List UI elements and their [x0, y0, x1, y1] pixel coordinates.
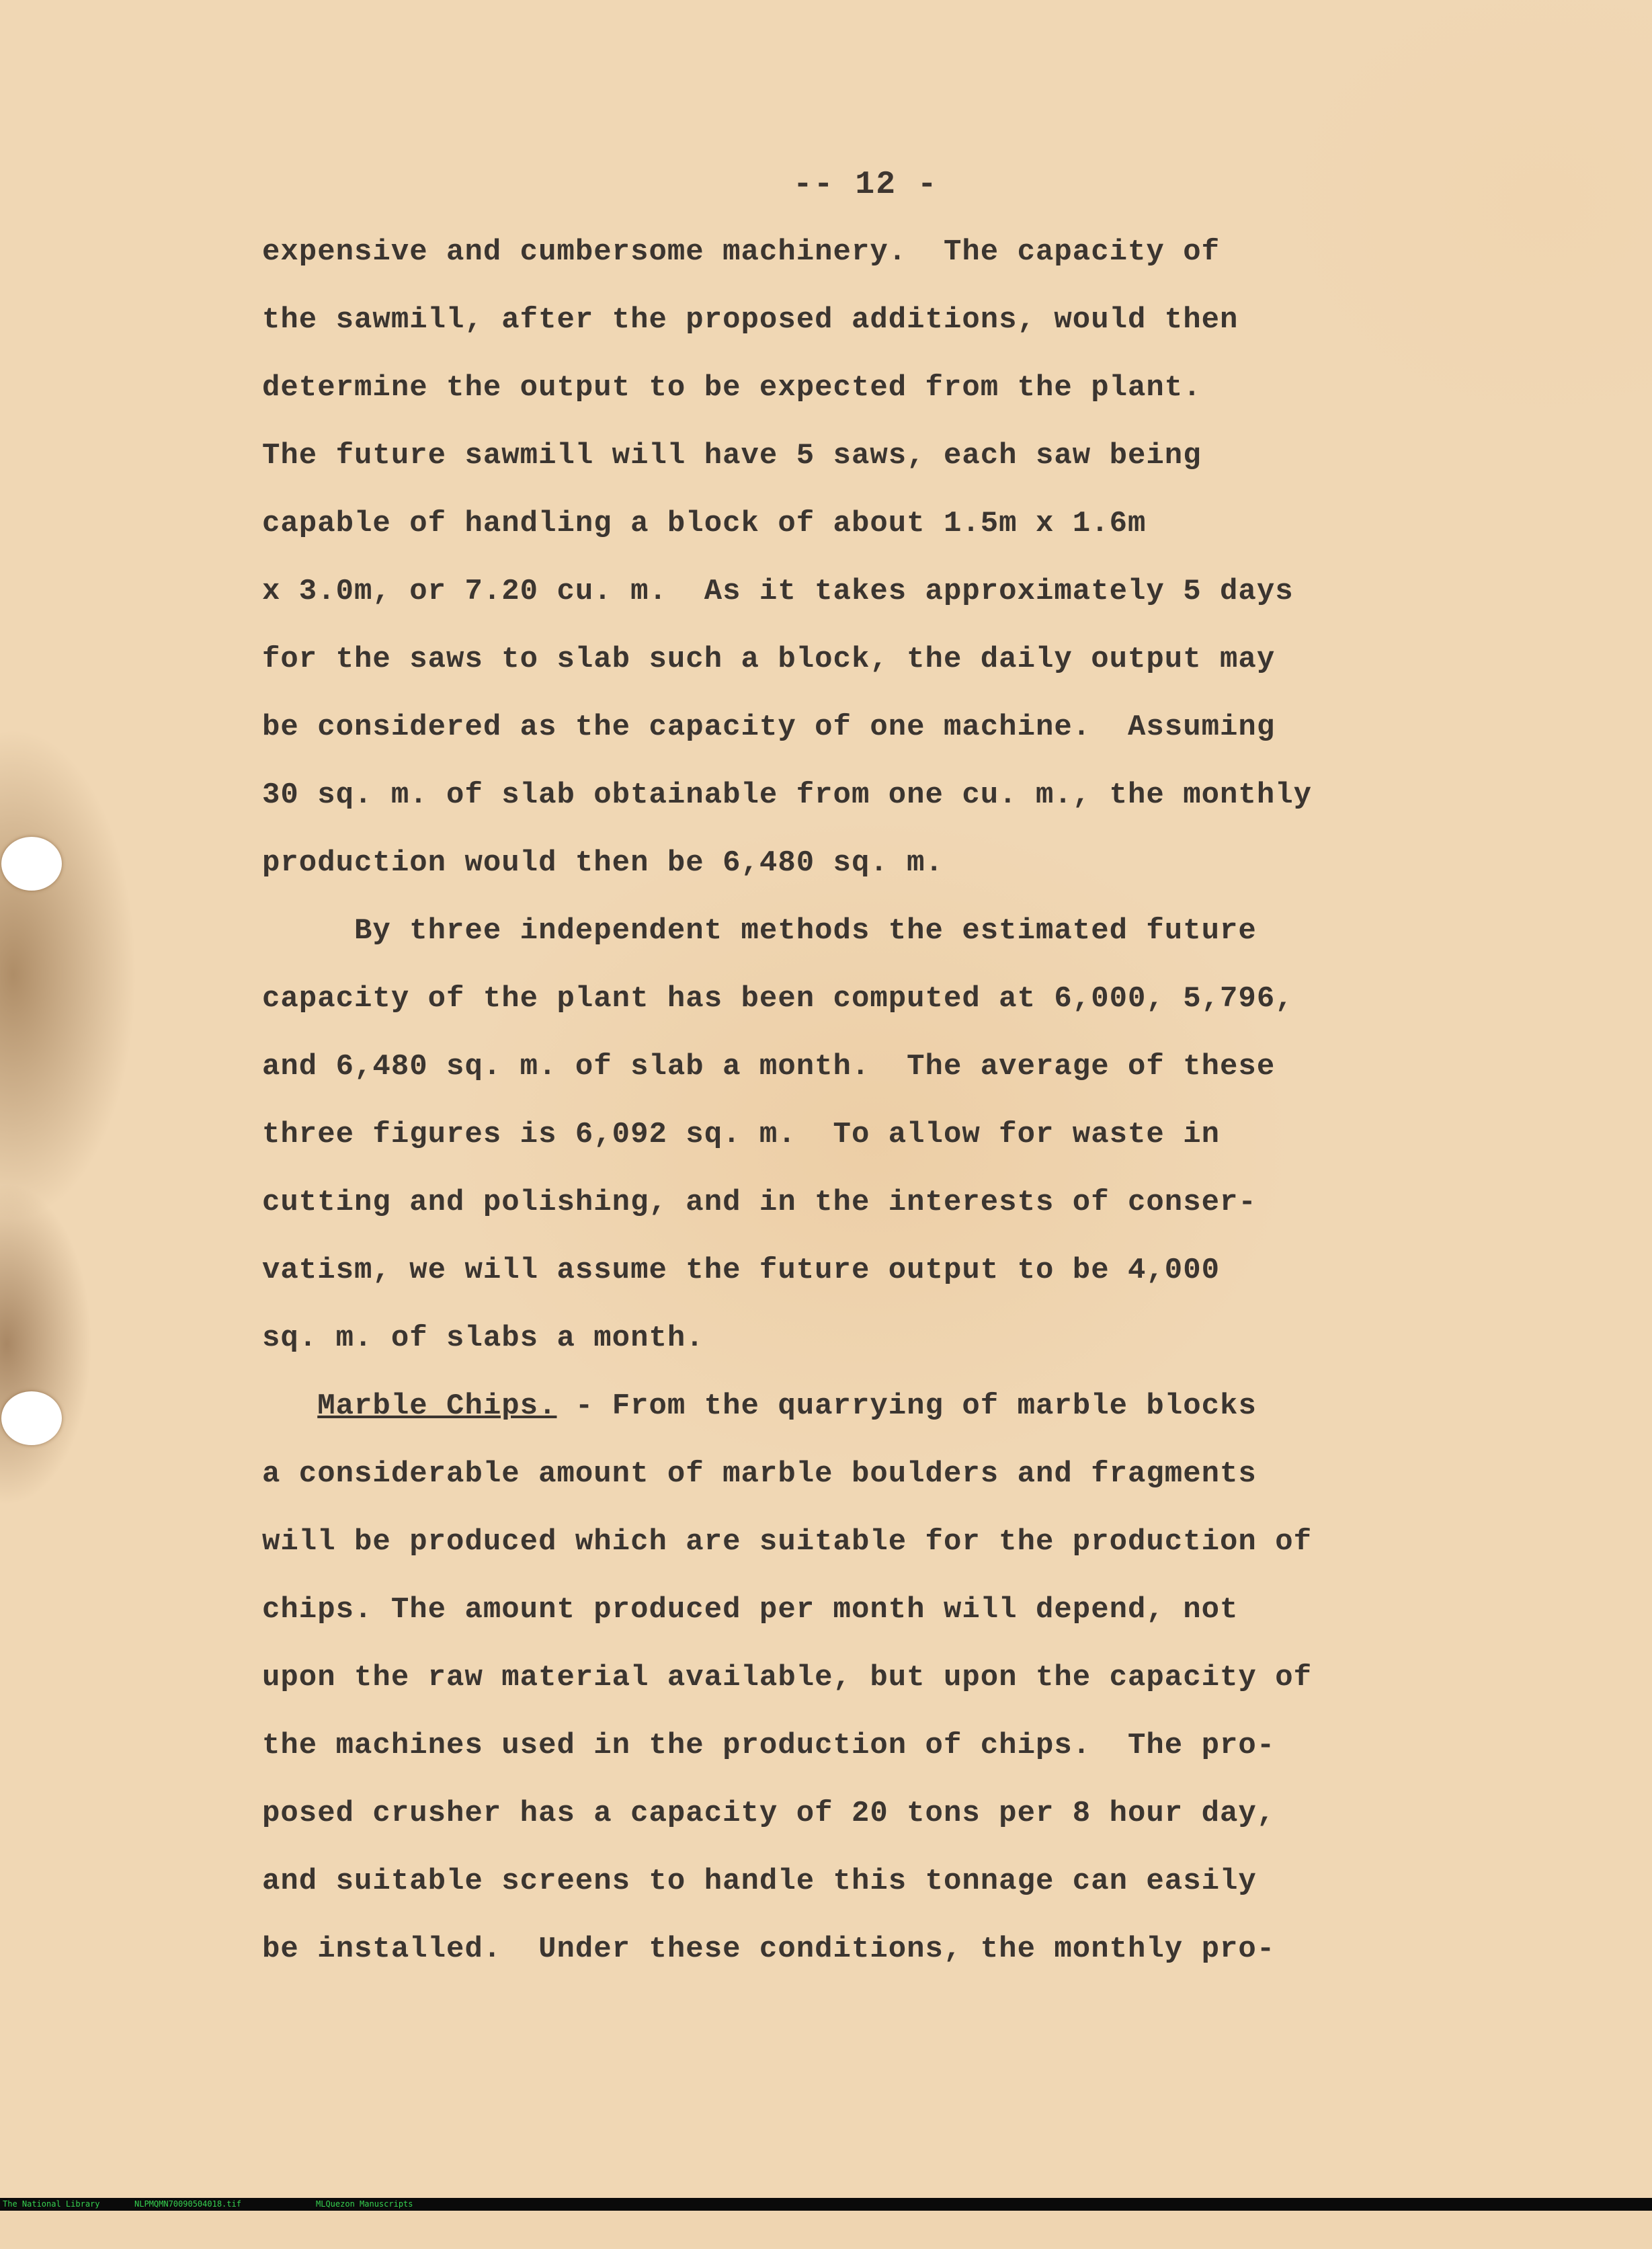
page-number: -- 12 -: [793, 167, 938, 203]
footer-file-id: NLPMQMN70090504018.tif: [134, 2199, 241, 2209]
text-line: expensive and cumbersome machinery. The capacity of: [262, 235, 1221, 269]
text-line: The future sawmill will have 5 saws, each saw being: [262, 439, 1202, 473]
text-line: upon the raw material available, but upon the capacity of: [262, 1661, 1313, 1694]
text-line: and suitable screens to handle this tonnage can easily: [262, 1865, 1257, 1898]
footer-library: The National Library: [3, 2199, 100, 2209]
text-line: production would then be 6,480 sq. m.: [262, 846, 944, 880]
text-line: determine the output to be expected from the plant.: [262, 371, 1202, 405]
section-heading-rest: - From the quarrying of marble blocks: [556, 1389, 1257, 1423]
text-line: be installed. Under these conditions, the monthly pro-: [262, 1932, 1276, 1966]
text-line: be considered as the capacity of one machine. Assuming: [262, 710, 1276, 744]
text-line: capacity of the plant has been computed at 6,000, 5,796,: [262, 982, 1294, 1016]
text-line: the machines used in the production of chips. The pro-: [262, 1729, 1276, 1762]
text-line: will be produced which are suitable for the production of: [262, 1525, 1313, 1559]
text-line: sq. m. of slabs a month.: [262, 1321, 704, 1355]
text-line: capable of handling a block of about 1.5m x 1.6m: [262, 507, 1147, 540]
text-line: a considerable amount of marble boulders and fragments: [262, 1457, 1257, 1491]
text-line: vatism, we will assume the future output to be 4,000: [262, 1254, 1221, 1287]
text-line: the sawmill, after the proposed additions, would then: [262, 303, 1239, 337]
text-line: three figures is 6,092 sq. m. To allow for waste in: [262, 1118, 1221, 1151]
text-line: x 3.0m, or 7.20 cu. m. As it takes approximately 5 days: [262, 575, 1294, 608]
text-line: and 6,480 sq. m. of slab a month. The average of these: [262, 1050, 1276, 1083]
section-heading-line: [262, 1389, 1257, 1430]
text-line: 30 sq. m. of slab obtainable from one cu. m., the monthly: [262, 778, 1313, 812]
scan-footer: [0, 2198, 1652, 2211]
text-line: posed crusher has a capacity of 20 tons per 8 hour day,: [262, 1797, 1276, 1830]
punch-hole-lower: [1, 1391, 62, 1445]
punch-hole-upper: [1, 837, 62, 891]
text-line: cutting and polishing, and in the interests of conser-: [262, 1186, 1257, 1219]
footer-collection: MLQuezon Manuscripts: [316, 2199, 413, 2209]
text-line: for the saws to slab such a block, the daily output may: [262, 643, 1276, 676]
text-line: chips. The amount produced per month will depend, not: [262, 1593, 1239, 1627]
section-heading: Marble Chips.: [317, 1389, 557, 1423]
text-line: By three independent methods the estimated future: [262, 914, 1257, 948]
